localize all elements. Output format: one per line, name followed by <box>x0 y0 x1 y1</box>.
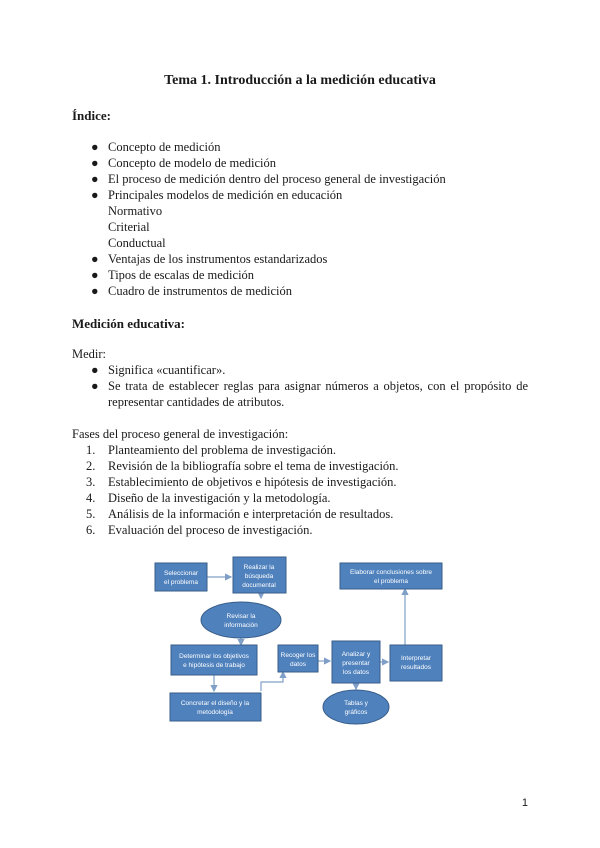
box-concretar-label: Concretar el diseño y la <box>180 700 250 707</box>
svg-text:presentar: presentar <box>342 660 370 667</box>
list-item: ● Significa «cuantificar». <box>91 363 226 377</box>
sub-item: Normativo <box>108 204 163 218</box>
svg-text:e hipótesis de trabajo: e hipótesis de trabajo <box>183 662 245 669</box>
list-item: 1. Planteamiento del problema de investigación. <box>86 443 337 457</box>
ellipse-revisar-label: Revisar la <box>226 613 256 620</box>
svg-text:el problema: el problema <box>164 579 198 586</box>
medir-definition: Se trata de establecer reglas para asignar números a objetos, con el propósito de representar cantidades de atributos. <box>108 379 528 409</box>
ellipse-revisar <box>201 602 281 638</box>
indice-heading: Índice: <box>72 108 111 123</box>
svg-text:los datos: los datos <box>342 669 370 676</box>
list-item: ● Ventajas de los instrumentos estandarizados <box>91 252 328 266</box>
medir-label: Medir: <box>72 347 107 361</box>
list-item: 2. Revisión de la bibliografía sobre el tema de investigación. <box>86 459 399 473</box>
list-item: ● <box>91 379 99 393</box>
list-item: ● Tipos de escalas de medición <box>91 268 255 282</box>
box-elaborar <box>340 563 442 589</box>
list-item: ● El proceso de medición dentro del proceso general de investigación <box>91 172 446 186</box>
sub-item: Conductual <box>108 236 166 250</box>
box-interpretar <box>390 645 442 681</box>
list-item: ● Concepto de modelo de medición <box>91 156 277 170</box>
box-realizar-label: Realizar la <box>243 564 275 571</box>
ellipse-tablas-label: Tablas y <box>344 700 368 707</box>
box-seleccionar <box>155 563 207 591</box>
sub-item: Criterial <box>108 220 150 234</box>
box-elaborar-label: Elaborar conclusiones sobre <box>349 569 433 576</box>
box-analizar-label: Analizar y <box>341 651 371 658</box>
svg-text:el problema: el problema <box>374 578 408 585</box>
fases-intro: Fases del proceso general de investigación: <box>72 427 289 441</box>
list-item: 5. Análisis de la información e interpretación de resultados. <box>86 507 394 521</box>
ellipse-tablas <box>323 690 389 724</box>
box-determinar-label: Determinar los objetivos <box>179 653 249 660</box>
box-seleccionar-label: Seleccionar <box>164 570 198 577</box>
svg-text:documental: documental <box>242 582 276 589</box>
box-recoger-label: Recoger los <box>280 652 316 659</box>
box-concretar <box>170 693 261 721</box>
medicion-heading: Medición educativa: <box>72 316 186 331</box>
svg-text:resultados: resultados <box>401 664 431 671</box>
svg-text:información: información <box>224 622 258 629</box>
svg-text:datos: datos <box>290 661 306 668</box>
box-interpretar-label: Interpretar <box>401 655 431 662</box>
page-title: Tema 1. Introducción a la medición educativa <box>164 73 436 88</box>
svg-text:búsqueda: búsqueda <box>244 573 274 580</box>
page-number: 1 <box>521 797 528 809</box>
box-determinar <box>171 645 257 675</box>
list-item: ● Cuadro de instrumentos de medición <box>91 284 292 298</box>
list-item: 3. Establecimiento de objetivos e hipótesis de investigación. <box>86 475 397 489</box>
list-item: 4. Diseño de la investigación y la metodología. <box>86 491 331 505</box>
list-item: 6. Evaluación del proceso de investigación. <box>86 523 313 537</box>
list-item: ● Principales modelos de medición en educación <box>91 188 343 202</box>
svg-text:metodología: metodología <box>197 709 233 716</box>
svg-text:gráficos: gráficos <box>344 709 368 716</box>
list-item: ● Concepto de medición <box>91 140 221 154</box>
